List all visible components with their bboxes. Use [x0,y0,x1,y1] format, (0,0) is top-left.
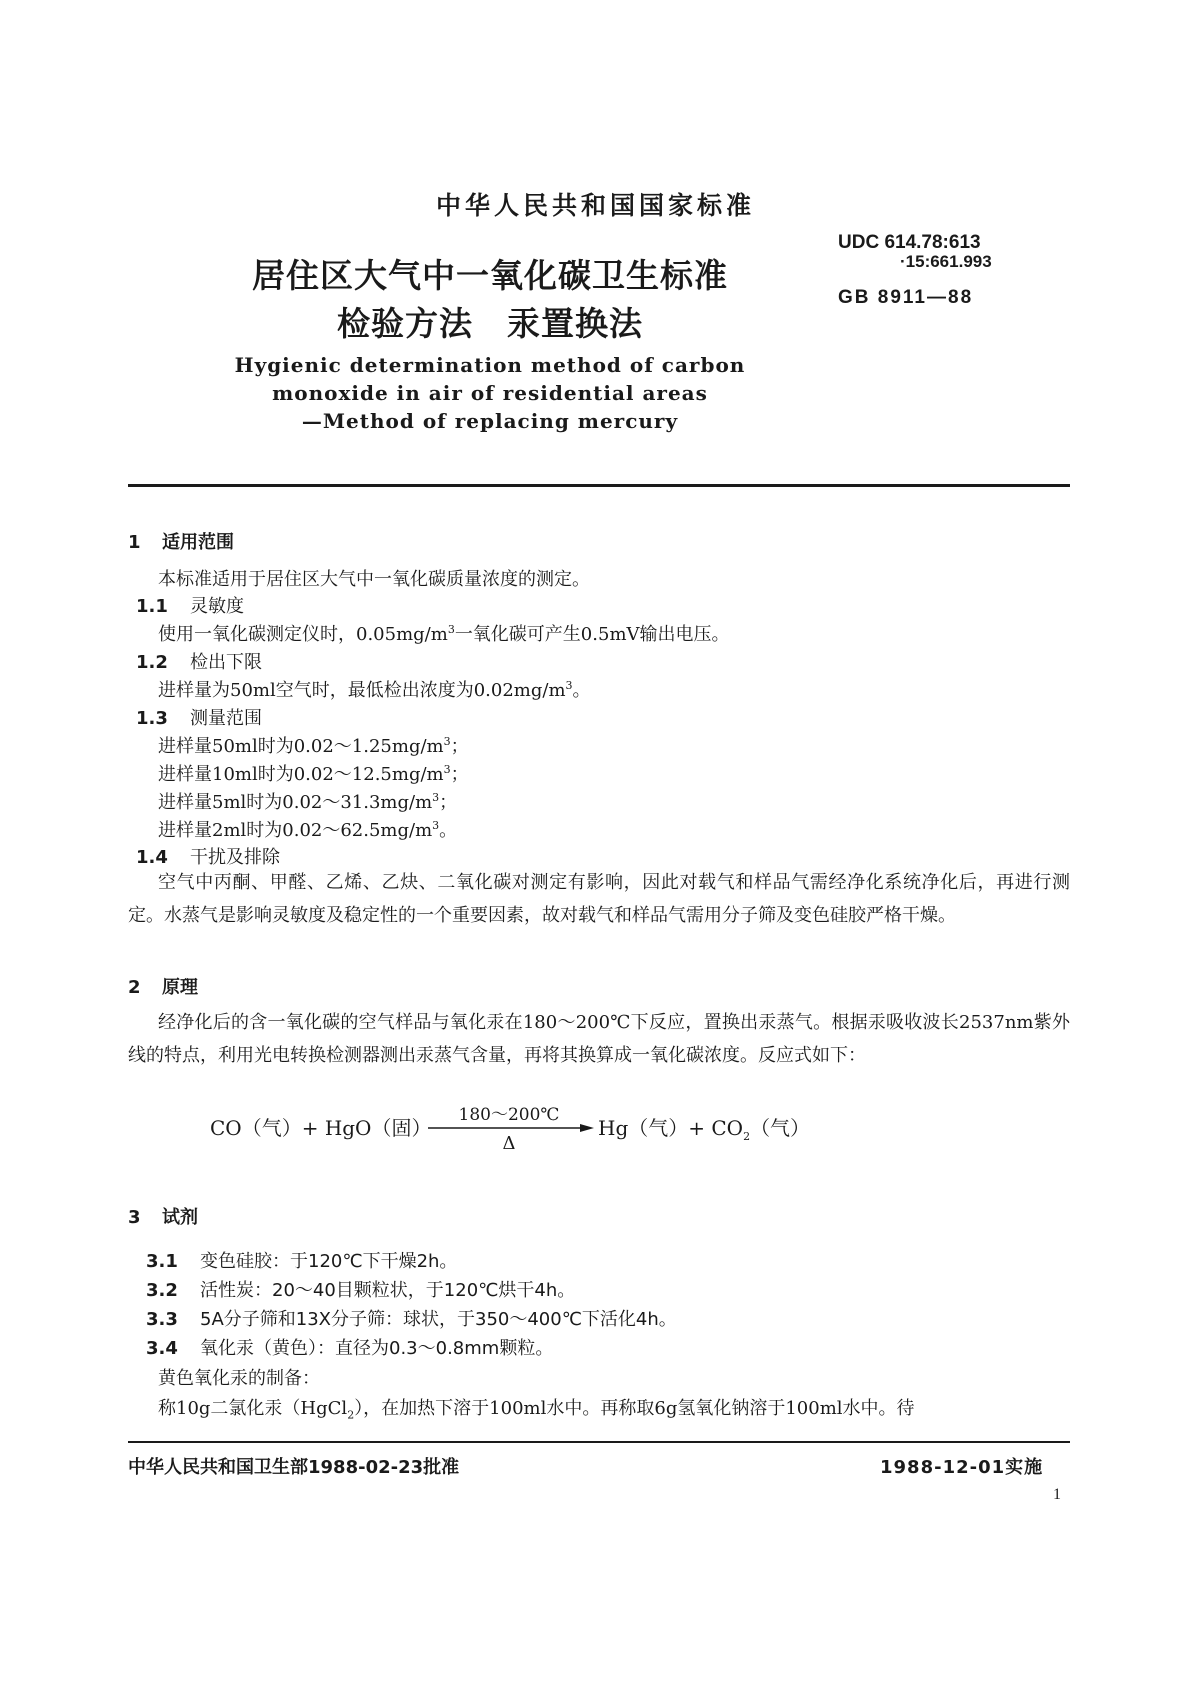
range-line-1 [158,732,469,758]
text-part: 进样量为50ml空气时，最低检出浓度为0.02mg/m [158,680,566,701]
gb-number: GB 8911—88 [838,287,974,308]
title-en-line1: Hygienic determination method of carbon [234,353,746,377]
subsection-number: 3.2 [146,1280,178,1301]
udc-code-line2: ·15:661.993 [900,252,992,271]
subsection-number: 3.4 [146,1338,178,1359]
section-number: 2 [128,977,141,998]
section-1-2-heading [136,648,262,674]
subsection-number: 1.2 [136,652,168,673]
section-1-intro: 本标准适用于居住区大气中一氧化碳质量浓度的测定。 [158,569,590,590]
text-part: 称10g二氯化汞（HgCl [158,1398,348,1419]
subsection-title: 干扰及排除 [190,847,280,868]
text-part: 使用一氧化碳测定仪时，0.05mg/m [158,624,448,645]
superscript: 3 [565,679,573,692]
title-en-line3: —Method of replacing mercury [301,409,679,433]
text-part: 。 [572,680,591,701]
subsection-number: 1.4 [136,847,168,868]
range-line-4 [158,816,457,842]
subsection-title: 检出下限 [190,652,262,673]
reaction-formula-left: CO（气）+ HgO（固） [210,1116,432,1140]
subsection-number: 1.1 [136,596,168,617]
section-1-1-heading [136,592,244,618]
text-part: 进样量5ml时为0.02～31.3mg/m [158,792,433,813]
subscript: 2 [743,1130,751,1143]
text-part: 。 [439,820,458,841]
section-title: 试剂 [162,1207,198,1228]
text-part: （气） [750,1116,811,1140]
reagent-item-3 [146,1305,677,1331]
section-2-heading [128,973,198,999]
text-part: ； [450,764,469,785]
reagent-item-1 [146,1247,457,1273]
section-1-4-text: 空气中丙酮、甲醛、乙烯、乙炔、二氧化碳对测定有影响，因此对载气和样品气需经净化系统净化后，再进行测定。水蒸气是影响灵敏度及稳定性的一个重要因素，故对载气和样品气需用分子筛及变色硅胶严格干燥。 [128,872,1070,926]
reagent-item-4 [146,1334,553,1360]
text-part: 进样量50ml时为0.02～1.25mg/m [158,736,444,757]
footer-divider [128,1441,1070,1443]
section-1-2-text [158,676,591,702]
reagent-text: 5A分子筛和13X分子筛：球状，于350～400℃下活化4h。 [200,1309,677,1330]
reagent-text: 活性炭：20～40目颗粒状，于120℃烘干4h。 [200,1280,576,1301]
page-number: 1 [1053,1486,1061,1503]
section-title: 适用范围 [162,532,234,553]
section-2-text: 经净化后的含一氧化碳的空气样品与氧化汞在180～200℃下反应，置换出汞蒸气。根据汞吸收波长2537nm紫外线的特点，利用光电转换检测器测出汞蒸气含量，再将其换算成一氧化碳浓度。反应式如下： [128,1012,1070,1066]
udc-code-line1: UDC 614.78:613 [838,232,981,253]
section-1-1-text [158,620,730,646]
superscript: 3 [447,623,455,636]
text-part: 一氧化碳可产生0.5mV输出电压。 [454,624,730,645]
title-cn-line2: 检验方法 汞置换法 [337,304,643,343]
section-3-heading [128,1203,198,1229]
preparation-title: 黄色氧化汞的制备： [158,1368,320,1389]
superscript: 3 [432,791,440,804]
header-divider [128,484,1070,487]
text-part: 进样量2ml时为0.02～62.5mg/m [158,820,433,841]
reaction-formula-right [598,1112,810,1143]
title-cn-line1: 居住区大气中一氧化碳卫生标准 [252,256,728,295]
subsection-title: 测量范围 [190,708,262,729]
section-title: 原理 [162,977,198,998]
range-line-3 [158,788,457,814]
reagent-item-2 [146,1276,575,1302]
text-part: ； [439,792,458,813]
section-1-heading [128,528,234,554]
text-part: 进样量10ml时为0.02～12.5mg/m [158,764,444,785]
title-en-line2: monoxide in air of residential areas [272,381,708,405]
text-part: ； [450,736,469,757]
reaction-condition-top: 180～200℃ [458,1105,560,1125]
text-part: ），在加热下溶于100ml水中。再称取6g氢氧化钠溶于100ml水中。待 [354,1398,915,1419]
national-standard-label: 中华人民共和国国家标准 [435,191,755,220]
range-line-2 [158,760,469,786]
section-number: 1 [128,532,141,553]
implementation-date: 1988-12-01实施 [880,1457,1044,1478]
reagent-text: 变色硅胶：于120℃下干燥2h。 [200,1251,458,1272]
approval-date: 中华人民共和国卫生部1988-02-23批准 [128,1457,460,1478]
subscript: 2 [347,1408,355,1422]
reaction-condition-bottom: Δ [502,1133,516,1154]
superscript: 3 [443,763,451,776]
preparation-text [158,1394,915,1422]
subsection-number: 3.1 [146,1251,178,1272]
reagent-text: 氧化汞（黄色）：直径为0.3～0.8mm颗粒。 [200,1338,554,1359]
subsection-number: 3.3 [146,1309,178,1330]
section-1-3-heading [136,704,262,730]
section-number: 3 [128,1207,141,1228]
superscript: 3 [432,819,440,832]
subsection-title: 灵敏度 [190,596,244,617]
superscript: 3 [443,735,451,748]
subsection-number: 1.3 [136,708,168,729]
text-part: Hg（气）+ CO [598,1116,744,1140]
